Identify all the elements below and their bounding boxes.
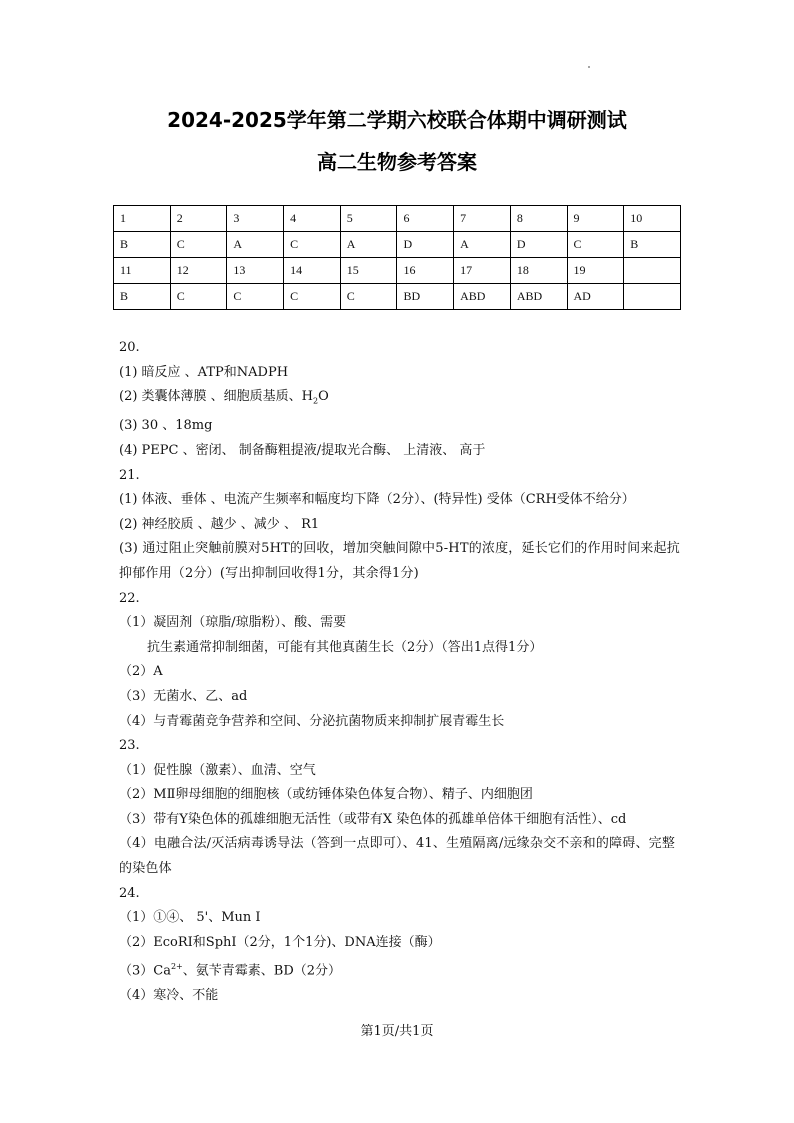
answer-cell: B [114, 232, 171, 258]
table-row [114, 284, 681, 310]
answer-line: (4) PEPC 、密闭、 制备酶粗提液/提取光合酶、 上清液、 高于 [119, 442, 486, 458]
answer-cell: ABD [510, 284, 567, 310]
question-number-cell: 12 [170, 258, 227, 284]
answer-line [119, 385, 681, 414]
question-number-cell: 6 [397, 206, 454, 232]
question-heading: 20. [119, 340, 140, 355]
answer-cell: D [397, 232, 454, 258]
answer-line: （2）EcoRⅠ和SphⅠ（2分，1个1分)、DNA连接（酶） [119, 934, 441, 950]
answer-cell: C [567, 232, 624, 258]
page-number: 第1页/共1页 [360, 1024, 434, 1039]
superscript: 2+ [170, 962, 183, 972]
question-number-cell: 13 [227, 258, 284, 284]
answer-line: （4）寒冷、不能 [119, 988, 219, 1004]
table-row [114, 258, 681, 284]
question-number-cell: 17 [454, 258, 511, 284]
question-number-cell: 14 [284, 258, 341, 284]
answer-line: （3）无菌水、乙、ad [119, 688, 248, 704]
answer-cell: A [340, 232, 397, 258]
answer-line: (2) 神经胶质 、越少 、减少 、 R1 [119, 516, 320, 532]
answer-cell: B [114, 284, 171, 310]
question-number-cell: 5 [340, 206, 397, 232]
question-number-cell: 8 [510, 206, 567, 232]
question-number-cell: 7 [454, 206, 511, 232]
answer-line: (3) 30 、18mg [119, 418, 213, 434]
answer-cell [624, 284, 681, 310]
question-number-cell: 4 [284, 206, 341, 232]
answer-line: （1）促性腺（激素）、血清、空气 [119, 762, 316, 778]
question-number-cell: 10 [624, 206, 681, 232]
question-number-cell: 11 [114, 258, 171, 284]
answer-line: （4）电融合法/灭活病毒诱导法（答到一点即可）、41、生殖隔离/远缘杂交不亲和的障碍、完整的染色体 [119, 836, 676, 877]
answer-line: (1) 体液、垂体 、电流产生频率和幅度均下降（2分）、(特异性) 受体（CRH受体不给分） [119, 492, 635, 508]
question-heading: 23. [119, 738, 140, 754]
answers-section [119, 336, 681, 1009]
answer-line: (1) 暗反应 、ATP和NADPH [119, 364, 289, 380]
answer-cell: AD [567, 284, 624, 310]
answer-table [113, 205, 681, 310]
table-row [114, 206, 681, 232]
answer-cell: C [170, 232, 227, 258]
answer-line: （1）①④、 5'、Mun Ⅰ [119, 910, 261, 926]
answer-cell: C [284, 232, 341, 258]
question-number-cell: 16 [397, 258, 454, 284]
answer-cell: A [227, 232, 284, 258]
answer-text: （3）Ca [119, 963, 171, 979]
question-number-cell: 2 [170, 206, 227, 232]
answer-cell: D [510, 232, 567, 258]
answer-line: （1）凝固剂（琼脂/琼脂粉）、酸、需要 [119, 615, 347, 631]
page-subtitle: 高二生物参考答案 [317, 150, 477, 174]
answer-line: （3）带有Y染色体的孤雄细胞无活性（或带有X 染色体的孤雄单倍体干细胞有活性）、cd [119, 811, 627, 827]
question-number-cell: 15 [340, 258, 397, 284]
question-number-cell: 9 [567, 206, 624, 232]
answer-text: (2) 类囊体薄膜 、细胞质基质、H [119, 389, 314, 405]
answer-cell: B [624, 232, 681, 258]
answer-line: （2）MⅡ卵母细胞的细胞核（或纺锤体染色体复合物）、精子、内细胞团 [119, 787, 533, 803]
page-title: 2024-2025学年第二学期六校联合体期中调研测试 [167, 108, 627, 132]
answer-line: （4）与青霉菌竞争营养和空间、分泌抗菌物质来抑制扩展青霉生长 [119, 713, 505, 729]
answer-line [119, 955, 681, 984]
answer-line: 抗生素通常抑制细菌，可能有其他真菌生长（2分）（答出1点得1分） [147, 639, 543, 655]
answer-text: O [318, 389, 329, 405]
answer-cell: C [170, 284, 227, 310]
answer-line: (3) 通过阻止突触前膜对5HT的回收，增加突触间隙中5-HT的浓度，延长它们的作用时间来起抗抑郁作用（2分）(写出抑制回收得1分，其余得1分) [119, 541, 680, 581]
answer-cell: C [284, 284, 341, 310]
answer-cell: ABD [454, 284, 511, 310]
question-number-cell: 3 [227, 206, 284, 232]
question-heading: 22. [119, 590, 140, 606]
answer-cell: C [227, 284, 284, 310]
subscript: 2 [313, 396, 319, 406]
answer-cell: A [454, 232, 511, 258]
table-row [114, 232, 681, 258]
question-number-cell: 19 [567, 258, 624, 284]
question-number-cell: 18 [510, 258, 567, 284]
scan-dot [588, 66, 590, 68]
answer-cell: BD [397, 284, 454, 310]
question-heading: 24. [119, 885, 140, 901]
question-number-cell: 1 [114, 206, 171, 232]
question-heading: 21. [119, 467, 140, 483]
answer-line: （2）A [119, 664, 163, 680]
question-number-cell [624, 258, 681, 284]
answer-cell: C [340, 284, 397, 310]
answer-text: 、氨苄青霉素、BD（2分） [182, 963, 342, 979]
